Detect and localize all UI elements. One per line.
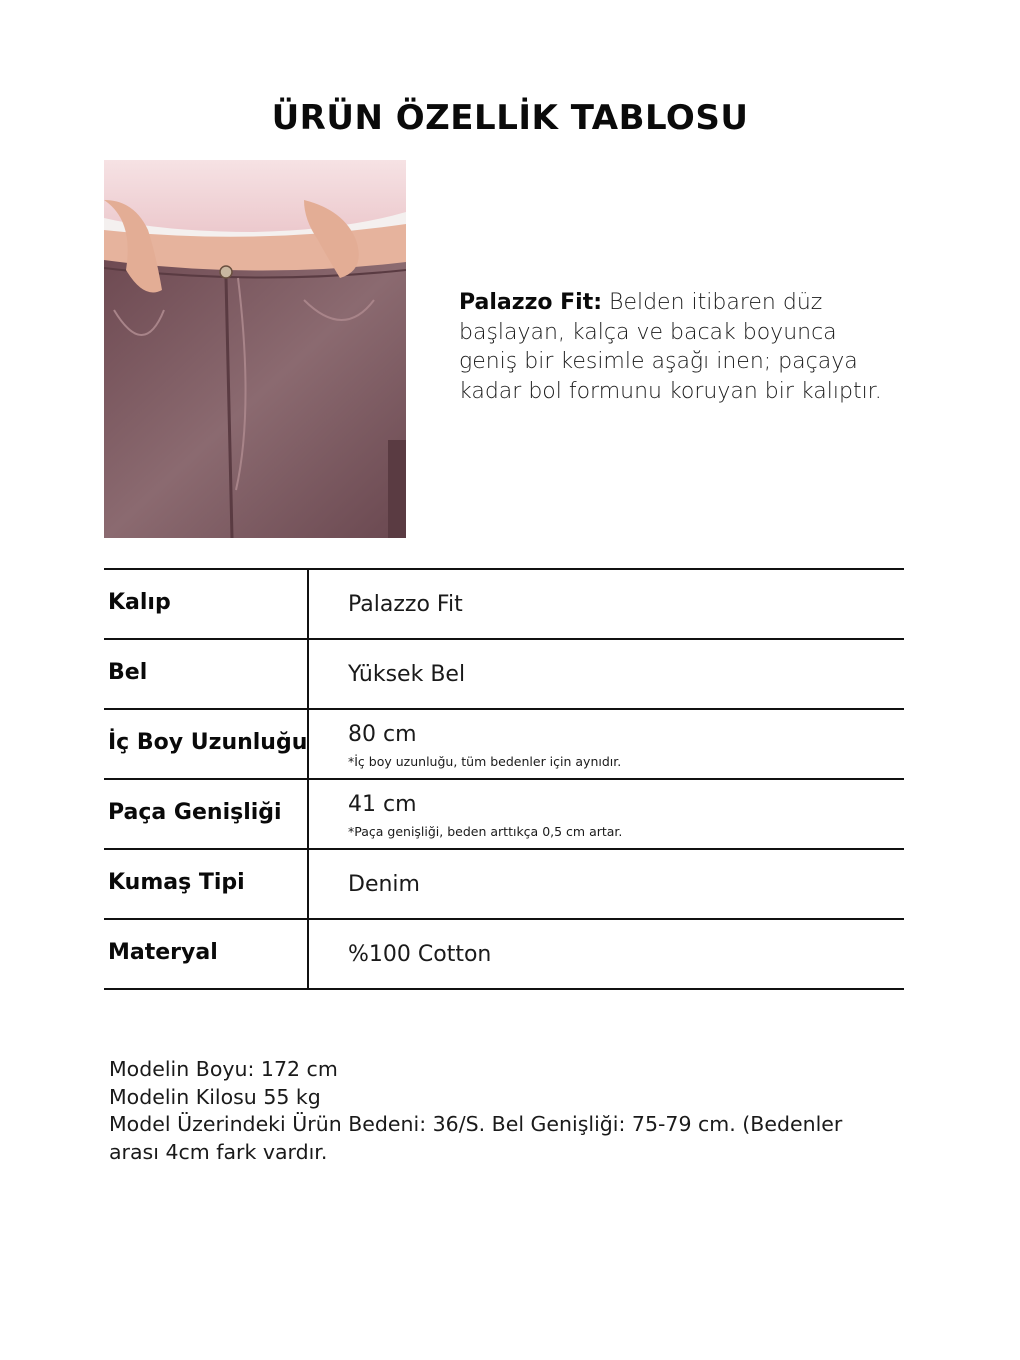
spec-table [104, 568, 904, 990]
spec-row-materyal [104, 920, 904, 990]
spec-value: Denim [348, 872, 420, 897]
spec-row-paca [104, 780, 904, 850]
table-divider [307, 780, 309, 848]
fit-description [459, 288, 929, 406]
model-info-line: Model Üzerindeki Ürün Bedeni: 36/S. Bel Genişliği: 75-79 cm. (Bedenler [109, 1112, 843, 1136]
table-divider [307, 920, 309, 988]
model-info-line: arası 4cm fark vardır. [109, 1139, 328, 1164]
product-photo [104, 160, 406, 538]
spec-value: 41 cm [348, 792, 417, 817]
table-divider [307, 640, 309, 708]
table-divider [307, 850, 309, 918]
model-info-line: Modelin Kilosu 55 kg [109, 1084, 321, 1109]
spec-label: İç Boy Uzunluğu [108, 730, 308, 755]
model-info-line: Modelin Boyu: 172 cm [109, 1057, 338, 1081]
spec-value: 80 cm [348, 722, 417, 747]
page-title: ÜRÜN ÖZELLİK TABLOSU [271, 98, 749, 138]
table-divider [307, 570, 309, 638]
spec-label: Paça Genişliği [108, 800, 282, 825]
fit-description-line: geniş bir kesimle aşağı inen; paçaya [459, 349, 858, 374]
spec-value: Palazzo Fit [348, 592, 463, 617]
spec-label: Kalıp [108, 590, 171, 615]
spec-note: *İç boy uzunluğu, tüm bedenler için aynıdır. [348, 754, 622, 769]
fit-description-line: başlayan, kalça ve bacak boyunca [459, 319, 837, 345]
spec-row-ic-boy [104, 710, 904, 780]
model-info [109, 1056, 909, 1166]
spec-row-kalip [104, 570, 904, 640]
spec-label: Kumaş Tipi [108, 870, 245, 895]
spec-row-kumas [104, 850, 904, 920]
spec-label: Bel [108, 660, 148, 685]
spec-label: Materyal [108, 940, 218, 965]
spec-value: Yüksek Bel [348, 662, 466, 687]
fit-description-line: kadar bol formunu koruyan bir kalıptır. [459, 378, 882, 404]
spec-value: %100 Cotton [348, 942, 492, 967]
fit-description-label: Palazzo Fit: [459, 290, 603, 315]
fit-description-line: Belden itibaren düz [602, 290, 823, 315]
spec-row-bel [104, 640, 904, 710]
spec-note: *Paça genişliği, beden arttıkça 0,5 cm artar. [348, 824, 623, 839]
